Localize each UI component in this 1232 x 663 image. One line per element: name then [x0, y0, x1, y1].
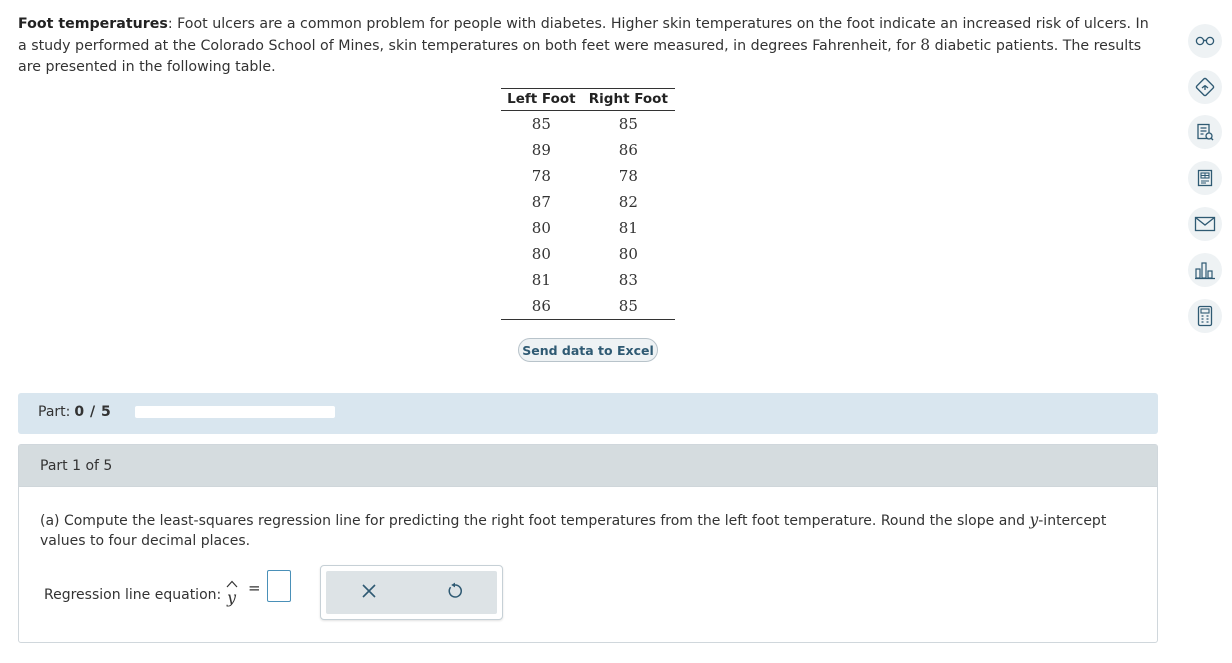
hint-icon — [1194, 76, 1216, 98]
part-panel — [18, 444, 1158, 643]
table-cell: 85 — [582, 293, 675, 320]
calculator-button[interactable] — [1188, 299, 1222, 333]
question-variable: y — [1029, 511, 1039, 529]
table-cell: 86 — [618, 141, 638, 159]
table-cell: 85 — [531, 115, 551, 133]
part-progress-text: Part: — [38, 404, 71, 420]
glasses-icon — [1195, 35, 1215, 47]
textbook-button[interactable] — [1188, 161, 1222, 195]
question-text — [40, 510, 1130, 551]
notes-search-icon — [1195, 122, 1215, 142]
table-header-row — [501, 89, 675, 111]
table-cell: 87 — [531, 193, 551, 211]
table-cell: 86 — [501, 293, 582, 320]
table-cell: 80 — [531, 245, 551, 263]
glasses-button[interactable] — [1188, 24, 1222, 58]
part-progress-label — [38, 404, 111, 420]
answer-tools-inner — [326, 571, 497, 614]
table-cell: 78 — [531, 167, 551, 185]
question-text-pre: (a) Compute the least-squares regression line for predicting the right foot temperatures from the left foot temperature. Round the slope and — [40, 513, 1030, 529]
equals-sign: = — [248, 579, 261, 597]
table-cell: 83 — [618, 271, 638, 289]
table-cell: 85 — [618, 115, 638, 133]
table-row — [501, 189, 675, 215]
table-row — [501, 111, 675, 138]
part-progress-bar — [18, 393, 1158, 434]
message-icon — [1194, 216, 1216, 232]
part-header — [19, 445, 1157, 487]
table-row — [501, 215, 675, 241]
notes-search-button[interactable] — [1188, 115, 1222, 149]
answer-input[interactable] — [267, 570, 291, 602]
table-cell: 80 — [531, 219, 551, 237]
part-header-title: Part 1 of 5 — [40, 458, 113, 474]
problem-text-1: : Foot ulcers are a common problem for people with diabetes. Higher skin temperatures on the foot indicate an increased risk of ulcers. In a study performed at the Colorado School of Mines, skin temperatures on both feet were measured, in degrees Fahrenheit, for — [18, 16, 1149, 54]
table-cell: 81 — [618, 219, 638, 237]
close-icon — [361, 583, 377, 603]
table-cell: 80 — [618, 245, 638, 263]
y-hat-variable: y — [227, 588, 237, 607]
table-row — [501, 267, 675, 293]
part-progress-value: 0 / 5 — [74, 404, 112, 420]
table-row — [501, 293, 675, 320]
problem-text-2: diabetic patients. The results are presented in the following table. — [18, 38, 1142, 75]
undo-button[interactable] — [425, 571, 485, 614]
clear-button[interactable] — [339, 571, 399, 614]
problem-statement — [18, 14, 1158, 78]
column-header-left-foot: Left Foot — [501, 89, 582, 111]
calculator-icon — [1196, 305, 1214, 327]
textbook-icon — [1195, 168, 1215, 188]
table-cell: 78 — [618, 167, 638, 185]
send-to-excel-button[interactable]: Send data to Excel — [518, 338, 658, 362]
question-text-post: -intercept values to four decimal places. — [40, 513, 1107, 549]
y-hat-symbol — [225, 577, 239, 607]
chart-button[interactable] — [1188, 253, 1222, 287]
message-button[interactable] — [1188, 207, 1222, 241]
progress-track — [135, 406, 335, 418]
answer-tools-panel — [320, 565, 503, 620]
equation-label: Regression line equation: — [44, 587, 222, 603]
column-header-right-foot: Right Foot — [582, 89, 675, 111]
table-row — [501, 163, 675, 189]
undo-icon — [446, 582, 464, 604]
table-cell: 81 — [531, 271, 551, 289]
problem-title: Foot temperatures — [18, 16, 168, 32]
table-cell: 89 — [531, 141, 551, 159]
table-row — [501, 241, 675, 267]
patient-count: 8 — [920, 36, 931, 54]
data-table — [501, 88, 675, 320]
hint-button[interactable] — [1188, 70, 1222, 104]
table-row — [501, 137, 675, 163]
table-cell: 82 — [618, 193, 638, 211]
chart-icon — [1194, 260, 1216, 280]
